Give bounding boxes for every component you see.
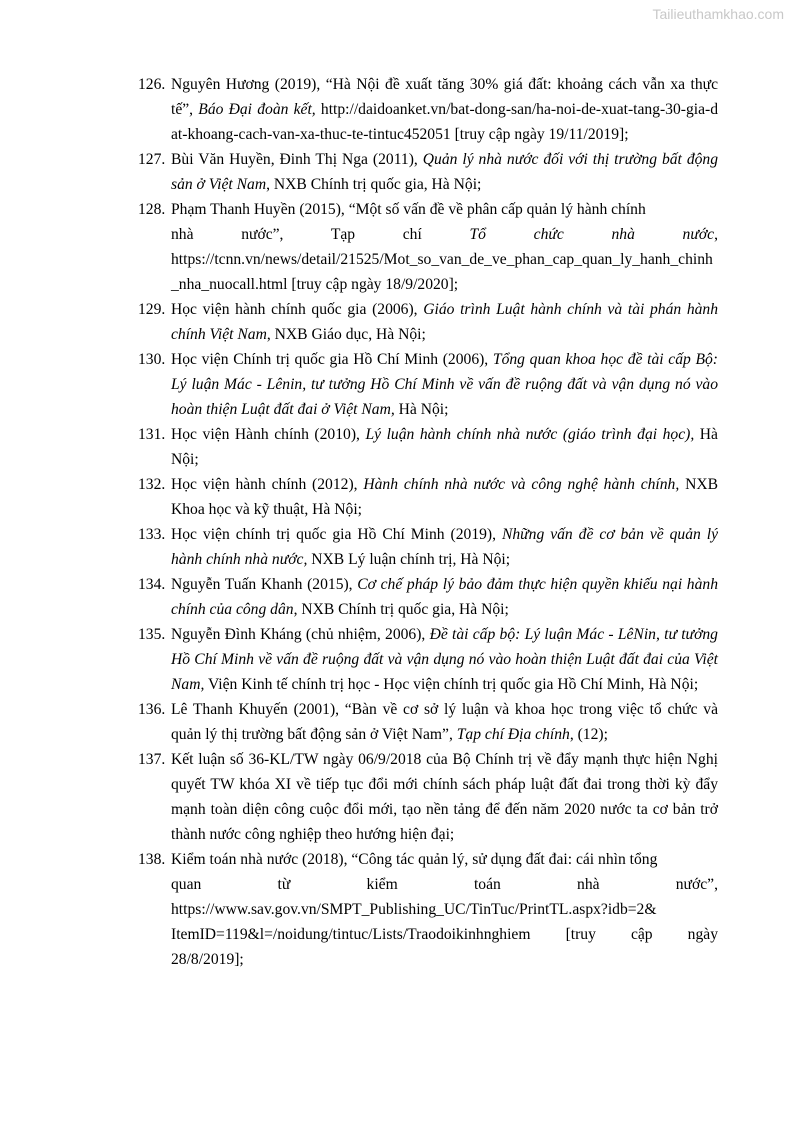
reference-text: Kết luận số 36-KL/TW ngày 06/9/2018 của Bộ Chính trị về đẩy mạnh thực hiện Nghị quyết TW khóa XI về tiếp tục đổi mới chính sách pháp luật đất đai trong thời kỳ đẩy mạnh toàn diện công cuộc đổi mới, tạo nền tảng để đến năm 2020 nước ta cơ bản trở thành nước công nghiệp theo hướng hiện đại;: [171, 751, 718, 843]
reference-text: Phạm Thanh Huyền (2015), “Một số vấn đề về phân cấp quản lý hành chính nhà nước”, Tạp chí Tổ chức nhà nước, https://tcnn.vn/news/detail/21525/Mot_so_van_de_ve_phan_cap_quan_ly_hanh_chinh_nha_nuocall.html [truy cập ngày 18/9/2020];: [171, 201, 718, 293]
reference-item: [138, 197, 718, 297]
reference-item: [138, 72, 718, 147]
reference-number: 134.: [138, 576, 166, 593]
reference-number: 131.: [138, 426, 166, 443]
reference-item: [138, 297, 718, 347]
watermark: Tailieuthamkhao.com: [652, 6, 784, 22]
reference-number: 135.: [138, 626, 166, 643]
reference-number: 129.: [138, 301, 166, 318]
reference-number: 137.: [138, 751, 166, 768]
reference-text: Học viện Hành chính (2010), Lý luận hành chính nhà nước (giáo trình đại học), Hà Nội;: [171, 426, 718, 468]
reference-item: [138, 147, 718, 197]
reference-item: [138, 472, 718, 522]
reference-item: [138, 422, 718, 472]
reference-number: 130.: [138, 351, 166, 368]
reference-number: 127.: [138, 151, 166, 168]
reference-text: Kiểm toán nhà nước (2018), “Công tác quản lý, sử dụng đất đai: cái nhìn tổng quan từ kiểm toán nhà nước”, https://www.sav.gov.vn/SMPT_Publishing_UC/TinTuc/PrintTL.aspx?idb=2& ItemID=119&l=/noidung/tintuc/Lists/Traodoikinhnghiem [truy cập ngày 28/8/2019];: [171, 851, 718, 968]
reference-text: Học viện hành chính (2012), Hành chính nhà nước và công nghệ hành chính, NXB Khoa học và kỹ thuật, Hà Nội;: [171, 476, 718, 518]
reference-text: Nguyễn Tuấn Khanh (2015), Cơ chế pháp lý bảo đảm thực hiện quyền khiếu nại hành chính của công dân, NXB Chính trị quốc gia, Hà Nội;: [171, 576, 718, 618]
reference-text: Học viện Chính trị quốc gia Hồ Chí Minh (2006), Tổng quan khoa học đề tài cấp Bộ: Lý luận Mác - Lênin, tư tưởng Hồ Chí Minh về vấn đề ruộng đất và vận dụng nó vào hoàn thiện Luật đất đai ở Việt Nam, Hà Nội;: [171, 351, 719, 418]
reference-number: 136.: [138, 701, 166, 718]
reference-list: [138, 72, 718, 972]
reference-number: 126.: [138, 76, 166, 93]
reference-item: [138, 622, 718, 697]
reference-number: 133.: [138, 526, 166, 543]
reference-number: 138.: [138, 851, 166, 868]
reference-text: Học viện hành chính quốc gia (2006), Giáo trình Luật hành chính và tài phán hành chính Việt Nam, NXB Giáo dục, Hà Nội;: [171, 301, 719, 343]
reference-text: Học viện chính trị quốc gia Hồ Chí Minh (2019), Những vấn đề cơ bản về quản lý hành chính nhà nước, NXB Lý luận chính trị, Hà Nội;: [171, 526, 718, 568]
reference-text: Nguyên Hương (2019), “Hà Nội đề xuất tăng 30% giá đất: khoảng cách vẫn xa thực tế”, Báo Đại đoàn kết, http://daidoanket.vn/bat-dong-san/ha-noi-de-xuat-tang-30-gia-dat-khoang-cach-van-xa-thuc-te-tintuc452051 [truy cập ngày 19/11/2019];: [171, 76, 719, 143]
reference-item: [138, 747, 718, 847]
reference-item: [138, 847, 718, 972]
reference-text: Nguyễn Đình Kháng (chủ nhiệm, 2006), Đề tài cấp bộ: Lý luận Mác - LêNin, tư tưởng Hồ Chí Minh về vấn đề ruộng đất và vận dụng nó vào hoàn thiện Luật đất đai của Việt Nam, Viện Kinh tế chính trị học - Học viện chính trị quốc gia Hồ Chí Minh, Hà Nội;: [171, 626, 718, 693]
reference-number: 128.: [138, 201, 166, 218]
reference-text: Bùi Văn Huyền, Đinh Thị Nga (2011), Quản lý nhà nước đối với thị trường bất động sản ở Việt Nam, NXB Chính trị quốc gia, Hà Nội;: [171, 151, 719, 193]
reference-number: 132.: [138, 476, 166, 493]
reference-text: Lê Thanh Khuyến (2001), “Bàn về cơ sở lý luận và khoa học trong việc tổ chức và quản lý thị trường bất động sản ở Việt Nam”, Tạp chí Địa chính, (12);: [171, 701, 718, 743]
reference-item: [138, 572, 718, 622]
reference-item: [138, 697, 718, 747]
reference-item: [138, 522, 718, 572]
reference-item: [138, 347, 718, 422]
